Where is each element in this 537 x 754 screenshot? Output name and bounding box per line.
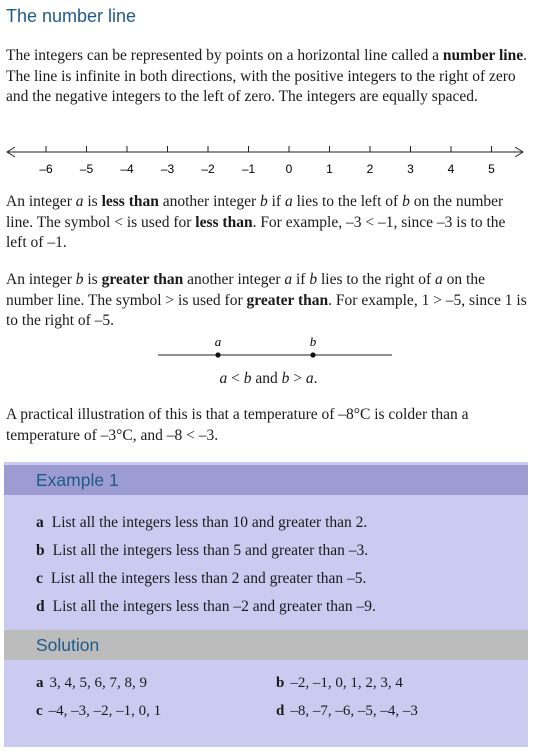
number-line-tick-label: –2 — [201, 162, 215, 176]
page-heading: The number line — [6, 6, 137, 26]
point-b-label: b — [309, 334, 317, 349]
answer-b: b –2, –1, 0, 1, 2, 3, 4 — [276, 675, 403, 691]
practical-paragraph: A practical illustration of this is that a temperature of –8°C is colder than a temperature of –3°C, and –8 < –3. — [6, 406, 469, 444]
number-line-tick-label: –4 — [120, 162, 134, 176]
question-d: d List all the integers less than –2 and greater than –9. — [36, 598, 376, 615]
number-line-tick-label: –1 — [241, 162, 256, 176]
solution-title: Solution — [36, 635, 100, 655]
number-line-tick-label: –3 — [160, 162, 175, 176]
question-a: a List all the integers less than 10 and greater than 2. — [36, 514, 368, 531]
point-a-label: a — [214, 334, 222, 349]
intro-paragraph: The integers can be represented by points on a horizontal line called a number line. The line is infinite in both directions, with the positive integers to the right of zero and the negative integers to the left of zero. The integers are equally spaced. — [6, 47, 527, 105]
number-line-tick-label: 3 — [407, 162, 414, 176]
segment-caption: a < b and b > a. — [219, 370, 318, 387]
answer-d: d –8, –7, –6, –5, –4, –3 — [276, 703, 418, 719]
point-b — [310, 352, 315, 357]
solution-header — [4, 630, 528, 660]
number-line-tick-label: 0 — [285, 162, 293, 176]
number-line-tick-label: 5 — [488, 162, 495, 176]
answer-c: c –4, –3, –2, –1, 0, 1 — [36, 703, 162, 719]
less-than-paragraph: An integer a is less than another integer b if a lies to the left of b on the number line. The symbol < is used for less than. For example, –3 < –1, since –3 is to the left of –1. — [6, 193, 506, 251]
number-line-tick-label: 1 — [326, 162, 333, 176]
greater-than-paragraph: An integer b is greater than another integer a if b lies to the right of a on the number line. The symbol > is used for greater than. For example, 1 > –5, since 1 is to the right of –5. — [6, 271, 527, 329]
number-line-tick-label: 2 — [366, 162, 374, 176]
number-line — [0, 138, 537, 180]
number-line-tick-label: 4 — [447, 162, 455, 176]
question-c: c List all the integers less than 2 and greater than –5. — [36, 570, 367, 587]
number-line-tick-label: –6 — [39, 162, 53, 176]
answer-a: a 3, 4, 5, 6, 7, 8, 9 — [36, 675, 147, 691]
point-a — [215, 352, 220, 357]
ab-segment-diagram — [150, 333, 400, 367]
number-line-tick-label: –5 — [79, 162, 94, 176]
question-b: b List all the integers less than 5 and greater than –3. — [36, 542, 369, 559]
example-title: Example 1 — [36, 470, 119, 490]
example-panel — [4, 462, 528, 747]
example-header — [4, 465, 528, 495]
